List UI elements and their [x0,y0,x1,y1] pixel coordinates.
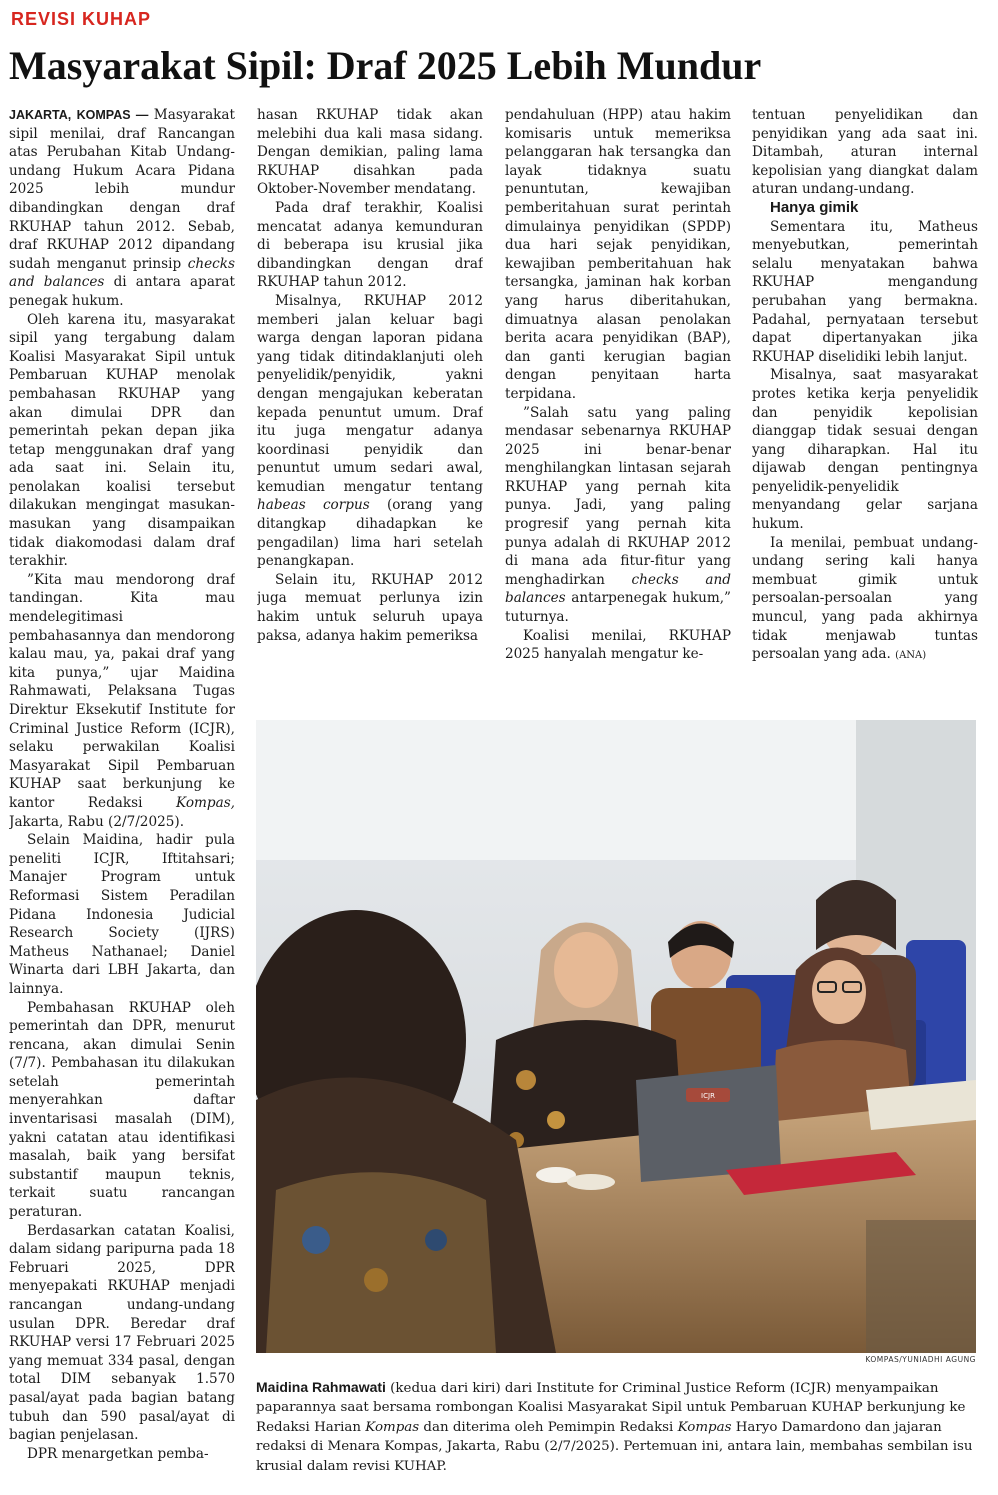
paragraph: Selain itu, RKUHAP 2012 juga memuat perlunya izin hakim untuk seluruh upaya paksa, adanya hakim pemeriksa [257,571,483,644]
paragraph: Misalnya, saat masyarakat protes ketika kerja penyelidik dan penyidik kepolisian dianggap tidak sesuai dengan yang diharapkan. Hal itu dijawab dengan pentingnya penyelidik-penyelidik menyandang gelar sarjana hukum. [752,367,978,533]
paragraph: Berdasarkan catatan Koalisi, dalam sidang paripurna pada 18 Februari 2025, DPR menyepakati RKUHAP menjadi rancangan undang-undang usulan DPR. Beredar draf RKUHAP versi 17 Februari 2025 yang memuat 334 pasal, dengan total DIM sebanyak 1.570 pasal/ayat pada bagian batang tubuh dan 590 pasal/ayat di bagian penjelasan. [9,1222,235,1444]
paragraph: Ia menilai, pembuat undang-undang sering kali hanya membuat gimik untuk persoalan-persoalan yang muncul, yang pada akhirnya tidak menjawab tuntas persoalan yang ada. (ANA) [752,534,978,663]
article-column-2 [257,106,483,701]
dateline: JAKARTA, KOMPAS — [9,108,154,122]
paragraph: hasan RKUHAP tidak akan melebihi dua kali masa sidang. Dengan demikian, paling lama RKUHAP disahkan pada Oktober-November mendatang. [257,107,483,198]
paragraph: Selain Maidina, hadir pula peneliti ICJR, Iftitahsari; Manajer Program untuk Reformasi Sistem Peradilan Pidana Indonesia Judicial Research Society (IJRS) Matheus Nathanael; Daniel Winarta dari LBH Jakarta, dan lainnya. [9,832,235,997]
photo-credit: KOMPAS/YUNIADHI AGUNG [865,1355,976,1364]
paragraph: JAKARTA, KOMPAS — Masyarakat sipil menilai, draf Rancangan atas Perubahan Kitab Undang-undang Hukum Acara Pidana 2025 lebih mundur dibandingkan dengan draf RKUHAP tahun 2012. Sebab, draf RKUHAP 2012 dipandang sudah menganut prinsip checks and balances di antara aparat penegak hukum. [9,107,235,309]
paragraph: Oleh karena itu, masyarakat sipil yang tergabung dalam Koalisi Masyarakat Sipil untuk Pembaruan KUHAP menolak pembahasan RKUHAP yang akan dimulai DPR dan pemerintah pekan depan jika tetap menggunakan draf yang ada saat ini. Selain itu, penolakan koalisi tersebut dilakukan mengingat masukan-masukan yang disampaikan tidak diakomodasi dalam draf terakhir. [9,311,235,570]
news-photo [256,720,976,1353]
meeting-photo-illustration [256,720,976,1353]
paragraph: Pembahasan RKUHAP oleh pemerintah dan DPR, menurut rencana, akan dimulai Senin (7/7). Pembahasan itu dilakukan setelah pemerintah menyerahkan daftar inventarisasi masalah (DIM), yakni catatan atau identifikasi masalah, baik yang bersifat substantif maupun teknis, terkait suatu rancangan peraturan. [9,999,235,1221]
laptop-sticker: ICJR [701,1092,715,1100]
subheading: Hanya gimik [770,198,859,216]
caption-name: Maidina Rahmawati [256,1379,386,1395]
byline: (ANA) [895,650,927,662]
paragraph: Sementara itu, Matheus menyebutkan, pemerintah selalu menyatakan bahwa RKUHAP mengandung perubahan yang bermakna. Padahal, pernyataan tersebut dapat dipertanyakan jika RKUHAP diselidiki lebih lanjut. [752,218,978,365]
article-column-4 [752,106,978,701]
laptop [636,1065,781,1182]
paragraph: Pada draf terakhir, Koalisi mencatat adanya kemunduran di beberapa isu krusial jika dibandingkan dengan draf RKUHAP tahun 2012. [257,199,483,291]
paragraph: tentuan penyelidikan dan penyidikan yang ada saat ini. Ditambah, aturan internal kepolisian yang diangkat dalam aturan undang-undang. [752,107,978,198]
photo-caption: Maidina Rahmawati (kedua dari kiri) dari Institute for Criminal Justice Reform (ICJR) menyampaikan paparannya saat bersama rombongan Koalisi Masyarakat Sipil untuk Pembaruan KUHAP berkunjung ke Redaksi Harian Kompas dan diterima oleh Pemimpin Redaksi Kompas Haryo Damardono dan jajaran redaksi di Menara Kompas, Jakarta, Rabu (2/7/2025). Pertemuan ini, antara lain, membahas sembilan isu krusial dalam revisi KUHAP. [256,1379,973,1474]
paragraph: ”Salah satu yang paling mendasar sebenarnya RKUHAP 2025 ini benar-benar menghilangkan lintasan sejarah RKUHAP yang pernah kita punya. Jadi, yang paling progresif yang pernah kita punya adalah di RKUHAP 2012 di mana ada fitur-fitur yang menghadirkan checks and balances antarpenegak hukum,” tuturnya. [505,404,731,626]
article-column-3 [505,106,731,701]
paragraph: Koalisi menilai, RKUHAP 2025 hanyalah mengatur ke- [505,627,731,663]
headline: Masyarakat Sipil: Draf 2025 Lebih Mundur [9,43,762,88]
paragraph: DPR menargetkan pemba- [27,1445,209,1462]
article-column-1 [9,106,235,1486]
paragraph: ”Kita mau mendorong draf tandingan. Kita mau mendelegitimasi pembahasannya dan mendorong kalau mau, ya, pakai draf yang kita punya,” ujar Maidina Rahmawati, Pelaksana Tugas Direktur Eksekutif Institute for Criminal Justice Reform (ICJR), selaku perwakilan Koalisi Masyarakat Sipil Pembaruan KUHAP saat berkunjung ke kantor Redaksi Kompas, Jakarta, Rabu (2/7/2025). [9,571,235,830]
kicker: REVISI KUHAP [11,9,152,29]
paragraph: Misalnya, RKUHAP 2012 memberi jalan keluar bagi warga dengan laporan pidana yang tidak ditindaklanjuti oleh penyelidik/penyidik, yakni dengan mengajukan keberatan kepada penuntut umum. Draf itu juga mengatur adanya koordinasi penyidik dan penuntut umum sedari awal, kemudian mengatur tentang habeas corpus (orang yang ditangkap dihadapkan ke pengadilan) lima hari setelah penangkapan. [257,292,483,570]
paragraph: pendahuluan (HPP) atau hakim komisaris untuk memeriksa pelanggaran hak tersangka dan layak tidaknya suatu penuntutan, kewajiban pemberitahuan surat perintah dimulainya penyidikan (SPDP) dua hari sejak penyidikan, kewajiban pemberitahuan hak tersangka, jaminan hak korban yang harus diberitahukan, dimuatnya alasan penolakan berita acara penyidikan (BAP), dan ganti kerugian bagian dengan penyitaan harta terpidana. [505,107,731,402]
